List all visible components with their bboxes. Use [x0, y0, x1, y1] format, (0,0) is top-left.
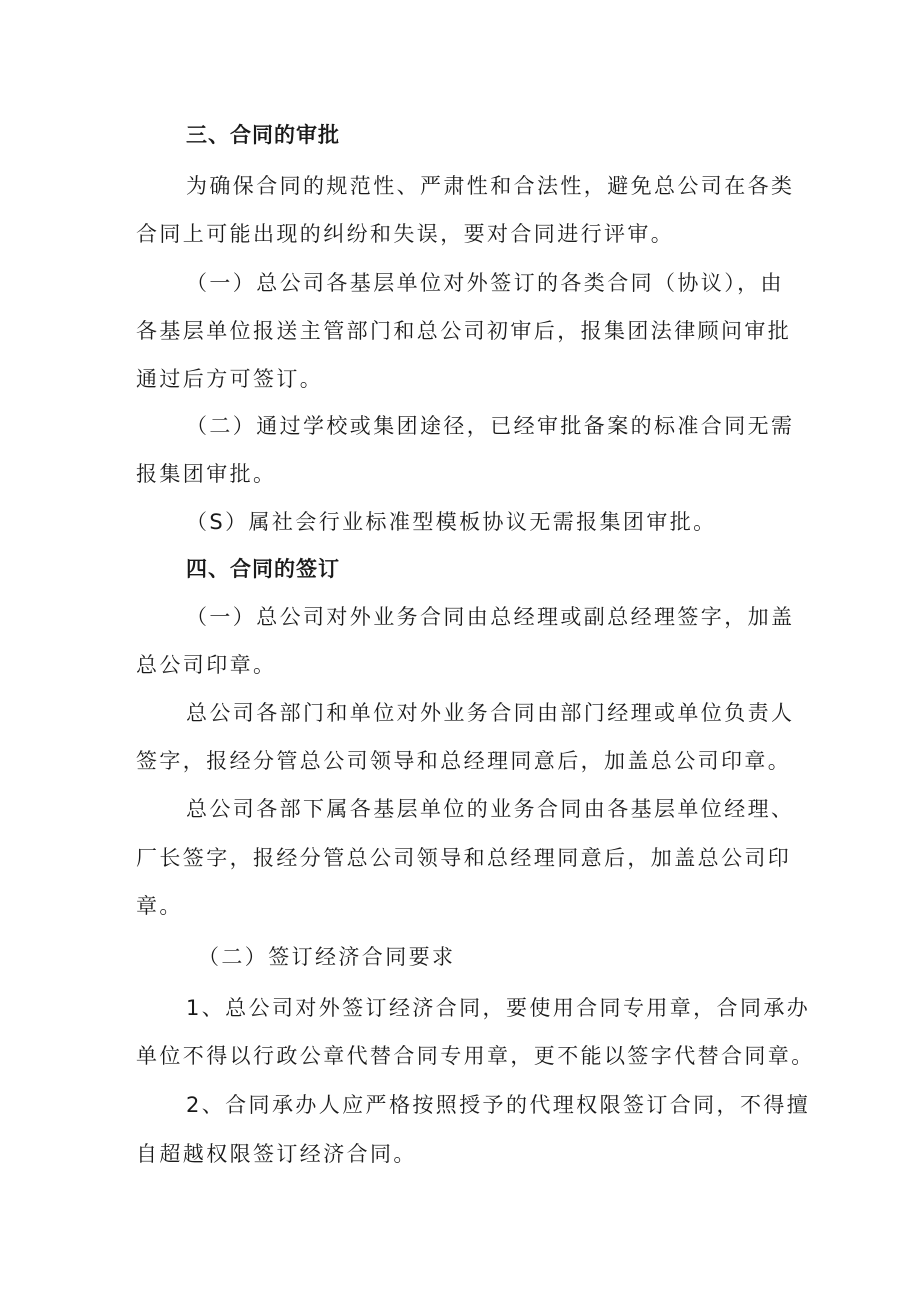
section-3-item-1-line-3: 通过后方可签订。 [136, 367, 324, 391]
section-3-item-1-line-1: （一）总公司各基层单位对外签订的各类合同（协议），由 [186, 271, 784, 295]
section-4-requirement-1-line-2: 单位不得以行政公章代替合同专用章，更不能以签字代替合同章。 [136, 1044, 815, 1068]
section-4-subordinate-line-3: 章。 [136, 894, 183, 918]
section-4-departments-line-1: 总公司各部门和单位对外业务合同由部门经理或单位负责人 [186, 701, 795, 725]
section-4-departments-line-2: 签字，报经分管总公司领导和总经理同意后，加盖总公司印章。 [136, 749, 792, 773]
section-4-heading: 四、合同的签订 [186, 557, 340, 581]
section-3-item-3-line-1: （S）属社会行业标准型模板协议无需报集团审批。 [186, 510, 717, 534]
section-4-item-1-line-2: 总公司印章。 [136, 653, 277, 677]
section-4-item-1-line-1: （一）总公司对外业务合同由总经理或副总经理签字，加盖 [186, 605, 795, 629]
section-4-subordinate-line-1: 总公司各部下属各基层单位的业务合同由各基层单位经理、 [186, 797, 795, 821]
section-3-item-2-line-2: 报集团审批。 [136, 462, 277, 486]
section-4-requirement-2-line-2: 自超越权限签订经济合同。 [136, 1142, 417, 1166]
section-3-item-1-line-2: 各基层单位报送主管部门和总公司初审后，报集团法律顾问审批 [136, 319, 792, 343]
section-3-intro-line-2: 合同上可能出现的纠纷和失误，要对合同进行评审。 [136, 222, 675, 246]
section-4-requirement-2-line-1: 2、合同承办人应严格按照授予的代理权限签订合同，不得擅 [186, 1093, 811, 1117]
section-4-requirement-1-line-1: 1、总公司对外签订经济合同，要使用合同专用章，合同承办 [186, 996, 811, 1020]
section-3-item-2-line-1: （二）通过学校或集团途径，已经审批备案的标准合同无需 [186, 414, 795, 438]
section-3-intro-line-1: 为确保合同的规范性、严肃性和合法性，避免总公司在各类 [186, 174, 795, 198]
section-3-heading: 三、合同的审批 [186, 123, 340, 147]
section-4-item-2-heading: （二）签订经济合同要求 [198, 945, 456, 969]
section-4-subordinate-line-2: 厂长签字，报经分管总公司领导和总经理同意后，加盖总公司印 [136, 846, 792, 870]
